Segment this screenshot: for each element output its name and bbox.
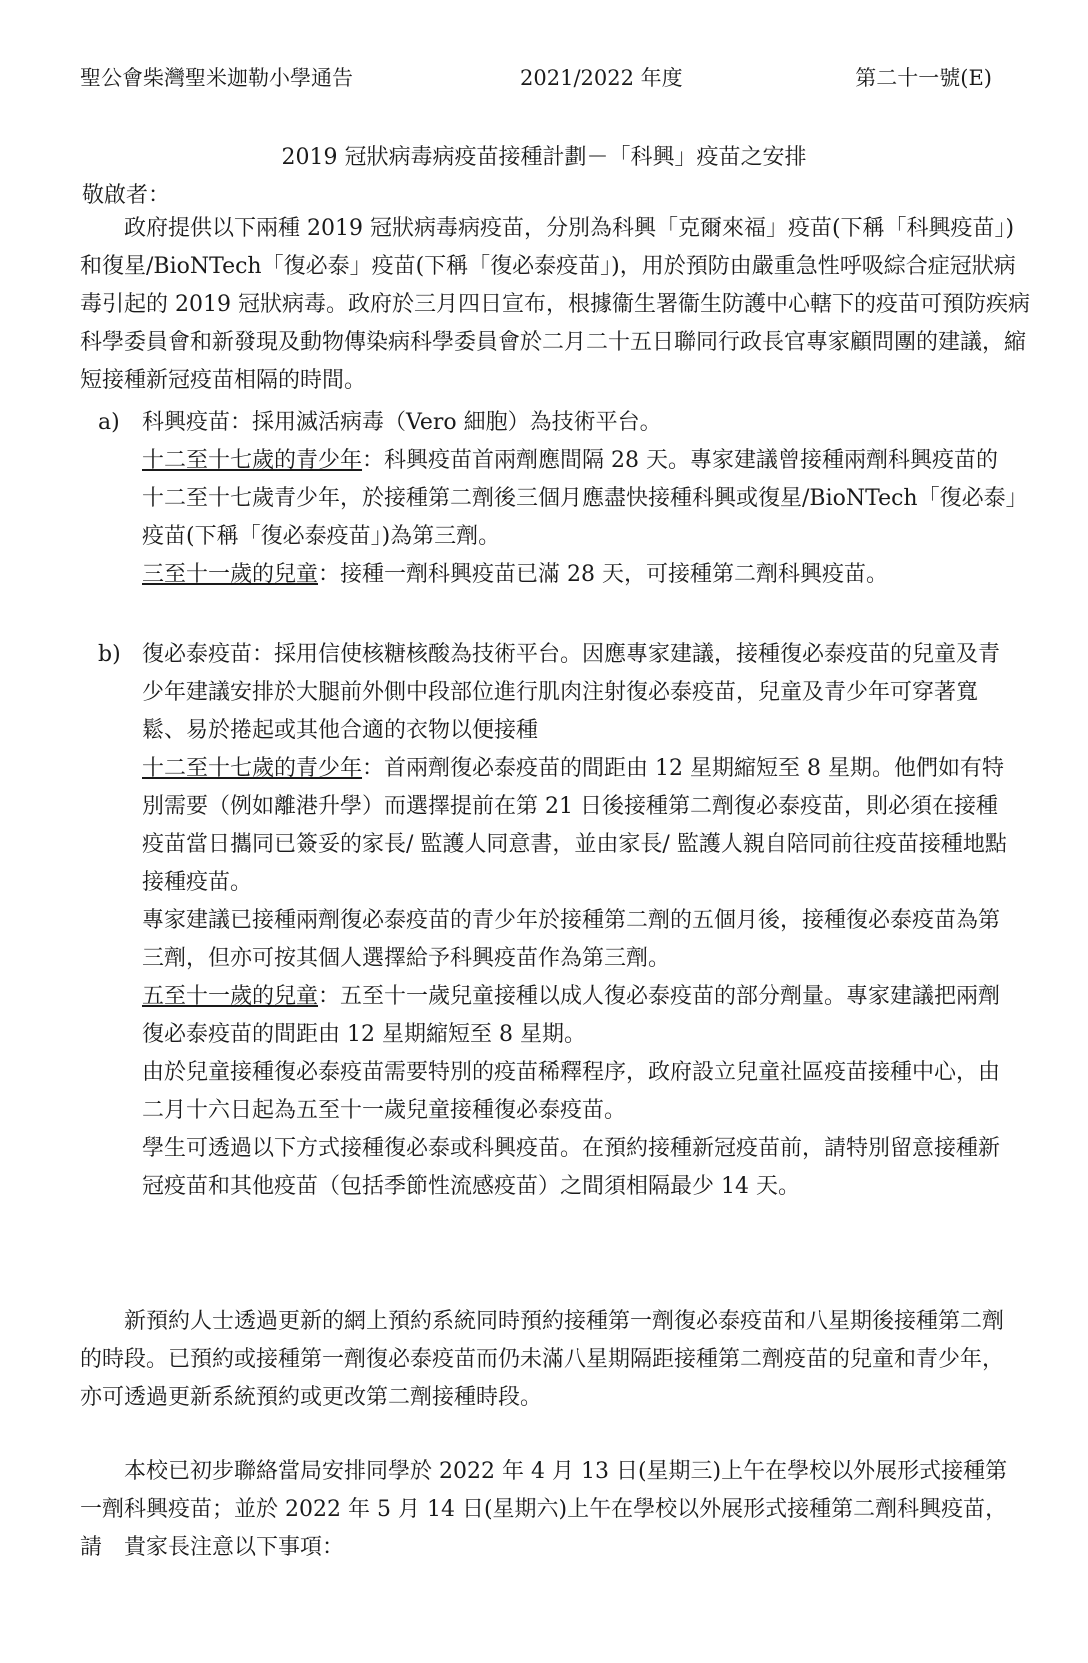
section-b-heading: 復必泰疫苗：採用信使核糖核酸為技術平台。因應專家建議，接種復必泰疫苗的兒童及青少年建議安排於大腿前外側中段部位進行肌肉注射復必泰疫苗，兒童及青少年可穿著寬鬆、易於捲起或其他合適的衣物以便接種 (142, 642, 1001, 743)
section-a-child (142, 556, 1018, 594)
section-b-teen (142, 750, 1018, 902)
salutation: 敬啟者： (82, 183, 171, 208)
section-b-teen-text: ：首兩劑復必泰疫苗的間距由 12 星期縮短至 8 星期。他們如有特別需要（例如離港升學）而選擇提前在第 21 日後接種第二劑復必泰疫苗，則必須在接種疫苗當日攜同已簽妥的家長/ 監護人同意書，並由家長/ 監護人親自陪同前往疫苗接種地點接種疫苗。 (142, 756, 1007, 895)
intro-text: 政府提供以下兩種 2019 冠狀病毒病疫苗，分別為科興「克爾來福」疫苗(下稱「科興疫苗」) 和復星/BioNTech「復必泰」疫苗(下稱「復必泰疫苗」)，用於預防由嚴重急性呼吸綜合症冠狀病毒引起的 2019 冠狀病毒。政府於三月四日宣布，根據衞生署衞生防護中心轄下的疫苗可預防疾病科學委員會和新發現及動物傳染病科學委員會於二月二十五日聯同行政長官專家顧問團的建議，縮短接種新冠疫苗相隔的時間。 (80, 216, 1030, 393)
section-b-child-text: ：五至十一歲兒童接種以成人復必泰疫苗的部分劑量。專家建議把兩劑復必泰疫苗的間距由 12 星期縮短至 8 星期。 (142, 984, 1001, 1047)
section-b-child-centre: 由於兒童接種復必泰疫苗需要特別的疫苗稀釋程序，政府設立兒童社區疫苗接種中心，由二月十六日起為五至十一歲兒童接種復必泰疫苗。 (142, 1060, 1001, 1123)
section-a-label: a) (98, 410, 120, 435)
section-a-teen (142, 442, 1018, 556)
section-b-teen-label: 十二至十七歲的青少年 (142, 756, 363, 781)
intro-paragraph (80, 210, 1030, 400)
section-b-child-label: 五至十一歲的兒童 (142, 984, 319, 1009)
section-b-teen-booster: 專家建議已接種兩劑復必泰疫苗的青少年於接種第二劑的五個月後，接種復必泰疫苗為第三劑，但亦可按其個人選擇給予科興疫苗作為第三劑。 (142, 908, 1001, 971)
school-year: 2021/2022 年度 (520, 66, 683, 90)
section-a-child-label: 三至十一歲的兒童 (142, 562, 319, 587)
booking-text: 新預約人士透過更新的網上預約系統同時預約接種第一劑復必泰疫苗和八星期後接種第二劑的時段。已預約或接種第一劑復必泰疫苗而仍未滿八星期隔距接種第二劑疫苗的兒童和青少年，亦可透過更新系統預約或更改第二劑接種時段。 (80, 1309, 1005, 1410)
section-a-teen-text: ：科興疫苗首兩劑應間隔 28 天。專家建議曾接種兩劑科興疫苗的十二至十七歲青少年，於接種第二劑後三個月應盡快接種科興或復星/BioNTech「復必泰」疫苗(下稱「復必泰疫苗」)為第三劑。 (142, 448, 1017, 549)
school-arrangement-text: 本校已初步聯絡當局安排同學於 2022 年 4 月 13 日(星期三)上午在學校以外展形式接種第一劑科興疫苗；並於 2022 年 5 月 14 日(星期六)上午在學校以外展形式接種第二劑科興疫苗，請 貴家長注意以下事項： (80, 1459, 1008, 1560)
section-a-teen-label: 十二至十七歲的青少年 (142, 448, 363, 473)
section-a-child-text: ：接種一劑科興疫苗已滿 28 天，可接種第二劑科興疫苗。 (318, 562, 888, 587)
section-b-child (142, 978, 1018, 1054)
section-b-label: b) (98, 642, 121, 667)
notice-number: 第二十一號(E) (855, 66, 992, 90)
section-a-sinovac (98, 404, 1018, 594)
section-b-note: 學生可透過以下方式接種復必泰或科興疫苗。在預約接種新冠疫苗前，請特別留意接種新冠疫苗和其他疫苗（包括季節性流感疫苗）之間須相隔最少 14 天。 (142, 1136, 1001, 1199)
section-a-heading: 科興疫苗：採用滅活病毒（Vero 細胞）為技術平台。 (142, 410, 662, 435)
booking-paragraph (80, 1303, 1020, 1417)
school-name: 聖公會柴灣聖米迦勒小學通告 (80, 66, 353, 90)
section-b-biontech (98, 636, 1018, 1206)
notice-title: 2019 冠狀病毒病疫苗接種計劃－「科興」疫苗之安排 (281, 145, 807, 170)
school-arrangement-paragraph (80, 1453, 1020, 1567)
